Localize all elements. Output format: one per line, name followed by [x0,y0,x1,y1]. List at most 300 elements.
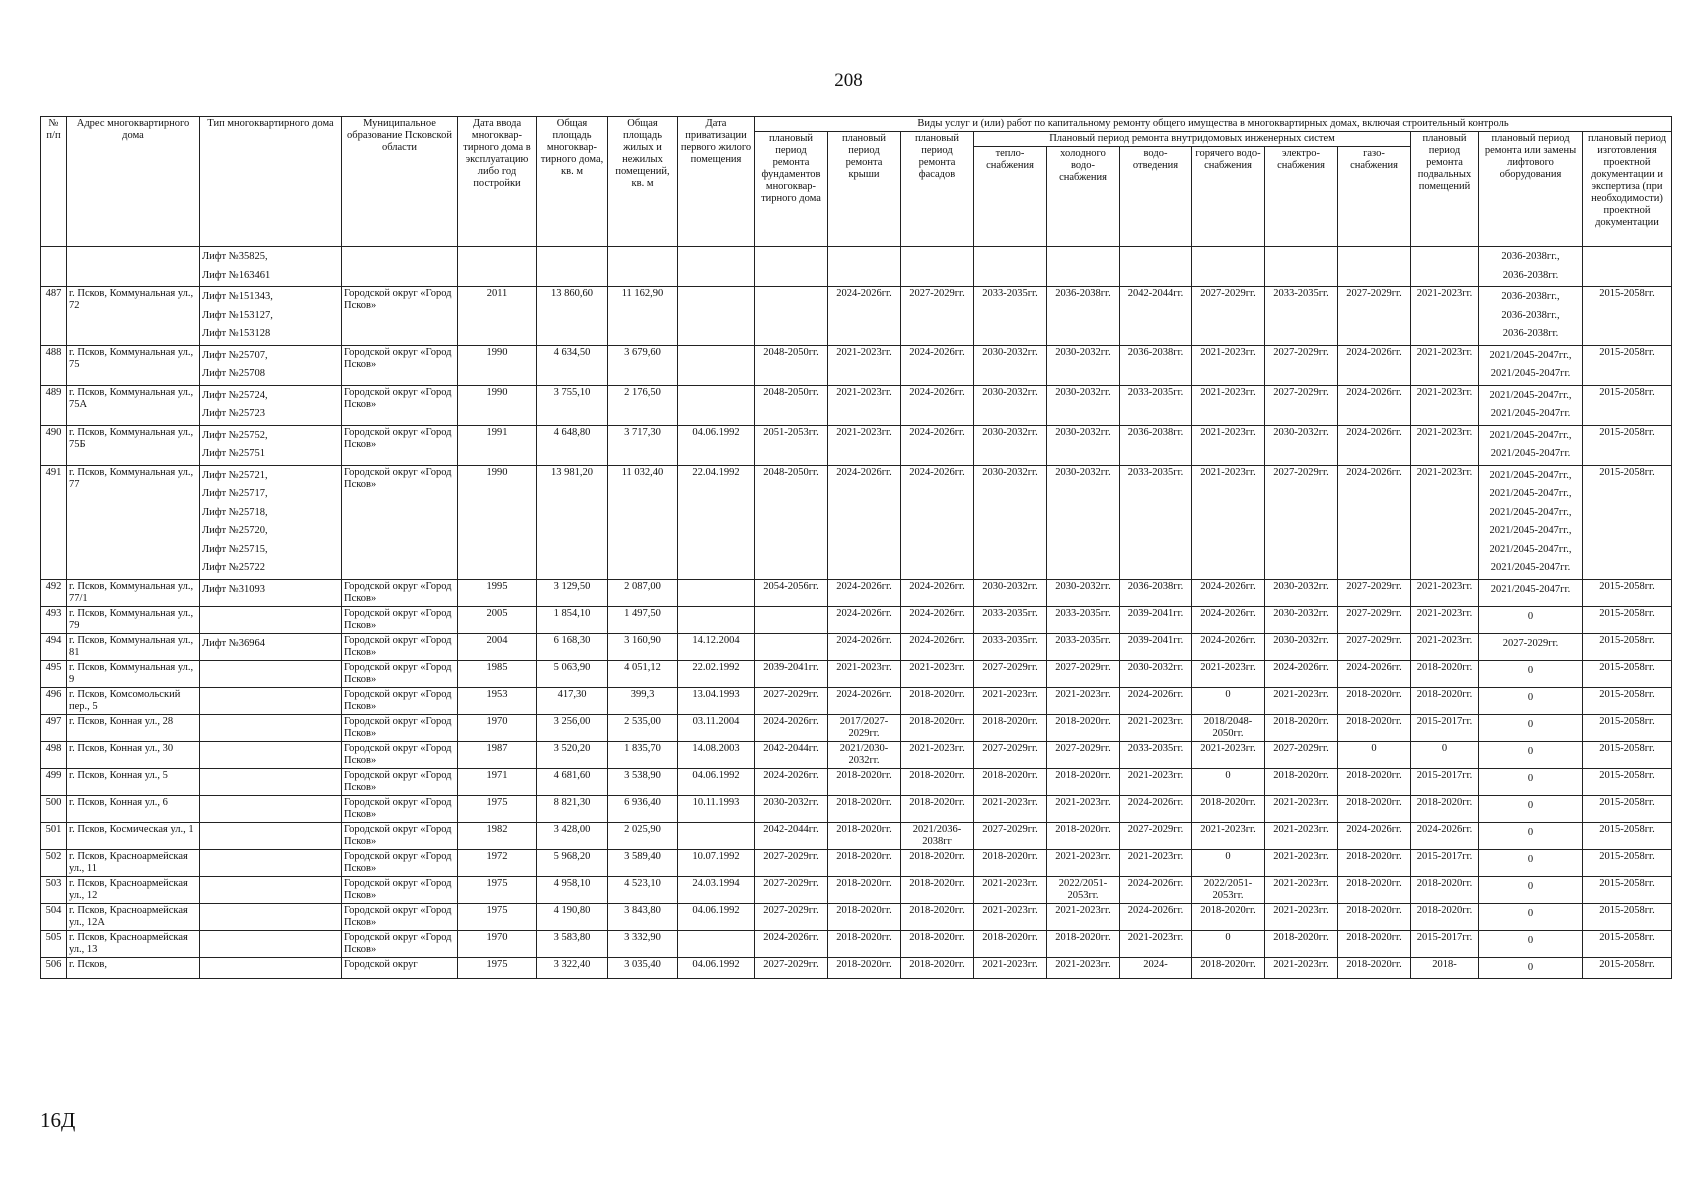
table-row [41,687,1672,714]
row-address: г. Псков, Коммунальная ул., 75Б [67,425,200,465]
row-municipality: Городской округ «Город Псков» [342,287,458,346]
row-total-area: 4 190,80 [537,903,608,930]
row-living-area: 2 025,90 [608,822,678,849]
row-roof: 2024-2026гг. [828,579,901,606]
row-basement: 2018-2020гг. [1411,687,1479,714]
row-privatization-date: 24.03.1994 [678,876,755,903]
row-basement: 2021-2023гг. [1411,385,1479,425]
row-facade: 2024-2026гг. [901,345,974,385]
header-commission-date: Дата ввода многоквар-тирного дома в эксплуатацию либо год постройки [458,117,537,247]
table-row [41,876,1672,903]
row-elevator-repair [1479,957,1583,979]
row-elevator-repair [1479,768,1583,795]
row-municipality: Городской округ «Город Псков» [342,633,458,660]
row-electric: 2021-2023гг. [1265,795,1338,822]
header-privatization-date: Дата приватизации первого жилого помещения [678,117,755,247]
row-gas: 2027-2029гг. [1338,633,1411,660]
header-docs: плановый период изготовления проектной документации и экспертиза (при необходимости) проектной документации [1583,132,1672,247]
elevator-period: 2021/2045-2047гг., [1489,506,1572,518]
row-elevators [200,930,342,957]
elevator-id: Лифт №153127, [202,309,273,321]
row-gas: 2018-2020гг. [1338,903,1411,930]
header-works-group: Виды услуг и (или) работ по капитальному ремонту общего имущества в многоквартирных домах, включая строительный контроль [755,117,1672,132]
row-drainage: 2039-2041гг. [1120,633,1192,660]
row-electric: 2021-2023гг. [1265,687,1338,714]
row-basement: 2021-2023гг. [1411,606,1479,633]
row-municipality: Городской округ «Город Псков» [342,741,458,768]
table-row [41,465,1672,579]
row-living-area: 3 843,80 [608,903,678,930]
row-cold-water: 2018-2020гг. [1047,768,1120,795]
row-heat: 2027-2029гг. [974,741,1047,768]
row-cold-water: 2021-2023гг. [1047,795,1120,822]
row-municipality: Городской округ «Город Псков» [342,579,458,606]
elevator-period: 0 [1527,880,1534,892]
row-electric [1265,247,1338,287]
elevator-id: Лифт №25715, [202,543,268,555]
elevator-id: Лифт №25720, [202,525,268,536]
row-roof: 2021-2023гг. [828,385,901,425]
row-cold-water: 2018-2020гг. [1047,822,1120,849]
row-elevator-repair [1479,903,1583,930]
row-docs: 2015-2058гг. [1583,660,1672,687]
elevator-period: 2021/2045-2047гг., [1489,349,1572,361]
row-hot-water: 2021-2023гг. [1192,741,1265,768]
header-engineering-group: Плановый период ремонта внутридомовых инженерных систем [974,132,1411,147]
row-elevator-repair [1479,660,1583,687]
row-heat: 2027-2029гг. [974,660,1047,687]
row-cold-water: 2027-2029гг. [1047,660,1120,687]
row-roof: 2021-2023гг. [828,425,901,465]
row-gas: 2024-2026гг. [1338,385,1411,425]
row-living-area: 2 535,00 [608,714,678,741]
row-total-area: 5 063,90 [537,660,608,687]
row-basement: 2021-2023гг. [1411,287,1479,346]
row-commission-date: 1953 [458,687,537,714]
row-hot-water: 2021-2023гг. [1192,385,1265,425]
row-number: 501 [41,822,67,849]
row-gas: 2024-2026гг. [1338,345,1411,385]
row-heat: 2021-2023гг. [974,795,1047,822]
row-municipality: Городской округ [342,957,458,979]
row-docs: 2015-2058гг. [1583,741,1672,768]
elevator-id: Лифт №153128 [202,328,271,339]
row-hot-water: 0 [1192,849,1265,876]
table-row [41,633,1672,660]
row-heat: 2021-2023гг. [974,903,1047,930]
row-cold-water [1047,247,1120,287]
row-facade: 2024-2026гг. [901,425,974,465]
row-heat: 2021-2023гг. [974,687,1047,714]
row-privatization-date [678,247,755,287]
row-facade: 2018-2020гг. [901,903,974,930]
row-elevators [200,633,342,660]
row-facade: 2018-2020гг. [901,930,974,957]
row-elevator-repair [1479,425,1583,465]
row-elevators [200,903,342,930]
row-foundation [755,606,828,633]
elevator-period: 2021/2045-2047гг. [1490,368,1571,379]
page-number: 208 [834,70,863,91]
row-facade: 2018-2020гг. [901,714,974,741]
row-drainage: 2021-2023гг. [1120,768,1192,795]
row-drainage [1120,247,1192,287]
table-row [41,579,1672,606]
elevator-period: 2021/2045-2047гг., [1489,543,1572,555]
row-total-area: 3 520,20 [537,741,608,768]
row-address: г. Псков, Коммунальная ул., 81 [67,633,200,660]
row-foundation: 2024-2026гг. [755,768,828,795]
row-address: г. Псков, Красноармейская ул., 13 [67,930,200,957]
row-municipality: Городской округ «Город Псков» [342,606,458,633]
row-electric: 2030-2032гг. [1265,425,1338,465]
table-row [41,822,1672,849]
row-heat [974,247,1047,287]
table-row [41,930,1672,957]
row-foundation: 2048-2050гг. [755,345,828,385]
row-commission-date: 1995 [458,579,537,606]
row-facade: 2021-2023гг. [901,741,974,768]
row-hot-water: 2018-2020гг. [1192,957,1265,979]
row-total-area: 3 755,10 [537,385,608,425]
row-docs: 2015-2058гг. [1583,714,1672,741]
row-cold-water: 2021-2023гг. [1047,903,1120,930]
elevator-id: Лифт №25751 [202,448,266,459]
row-gas: 2027-2029гг. [1338,606,1411,633]
row-drainage: 2027-2029гг. [1120,822,1192,849]
row-address: г. Псков, Красноармейская ул., 11 [67,849,200,876]
row-cold-water: 2036-2038гг. [1047,287,1120,346]
row-heat: 2030-2032гг. [974,345,1047,385]
header-basement: плановый период ремонта подвальных помещений [1411,132,1479,247]
row-address: г. Псков, Красноармейская ул., 12А [67,903,200,930]
row-foundation [755,247,828,287]
row-hot-water: 2024-2026гг. [1192,579,1265,606]
row-hot-water [1192,247,1265,287]
elevator-period: 2021/2045-2047гг., [1489,429,1572,441]
row-heat: 2030-2032гг. [974,385,1047,425]
row-number: 492 [41,579,67,606]
row-living-area: 3 589,40 [608,849,678,876]
row-total-area: 13 981,20 [537,465,608,579]
row-docs: 2015-2058гг. [1583,633,1672,660]
row-heat: 2018-2020гг. [974,714,1047,741]
row-hot-water: 2021-2023гг. [1192,822,1265,849]
row-basement: 2021-2023гг. [1411,633,1479,660]
table-row [41,768,1672,795]
row-gas: 2018-2020гг. [1338,714,1411,741]
row-hot-water: 2024-2026гг. [1192,606,1265,633]
row-municipality: Городской округ «Город Псков» [342,687,458,714]
row-living-area [608,247,678,287]
row-commission-date: 2011 [458,287,537,346]
row-cold-water: 2022/2051-2053гг. [1047,876,1120,903]
row-elevator-repair [1479,714,1583,741]
row-hot-water: 2021-2023гг. [1192,425,1265,465]
row-address: г. Псков, [67,957,200,979]
table-row [41,425,1672,465]
table-row [41,903,1672,930]
row-number: 497 [41,714,67,741]
row-basement: 0 [1411,741,1479,768]
row-roof: 2024-2026гг. [828,465,901,579]
row-docs: 2015-2058гг. [1583,287,1672,346]
row-elevators [200,687,342,714]
row-municipality: Городской округ «Город Псков» [342,714,458,741]
row-commission-date: 1972 [458,849,537,876]
row-basement: 2015-2017гг. [1411,714,1479,741]
row-total-area: 3 322,40 [537,957,608,979]
row-heat: 2018-2020гг. [974,930,1047,957]
row-roof [828,247,901,287]
row-hot-water: 2018-2020гг. [1192,795,1265,822]
row-elevators [200,579,342,606]
row-basement: 2021-2023гг. [1411,579,1479,606]
row-number: 490 [41,425,67,465]
row-number: 503 [41,876,67,903]
header-cold-water: холодного водо-снабжения [1047,147,1120,247]
row-living-area: 1 835,70 [608,741,678,768]
row-privatization-date [678,606,755,633]
row-roof: 2018-2020гг. [828,876,901,903]
table-body [41,247,1672,979]
row-gas: 2018-2020гг. [1338,930,1411,957]
row-elevators [200,714,342,741]
row-docs: 2015-2058гг. [1583,876,1672,903]
row-elevators [200,425,342,465]
row-commission-date: 1991 [458,425,537,465]
row-docs: 2015-2058гг. [1583,768,1672,795]
row-roof: 2021-2023гг. [828,660,901,687]
row-foundation [755,287,828,346]
row-total-area: 417,30 [537,687,608,714]
row-hot-water: 2018/2048-2050гг. [1192,714,1265,741]
row-roof: 2018-2020гг. [828,957,901,979]
row-gas: 2024-2026гг. [1338,465,1411,579]
capital-repair-table [40,116,1672,979]
row-docs: 2015-2058гг. [1583,687,1672,714]
row-privatization-date [678,287,755,346]
row-privatization-date: 03.11.2004 [678,714,755,741]
row-roof: 2024-2026гг. [828,633,901,660]
header-elevator: плановый период ремонта или замены лифтового оборудования [1479,132,1583,247]
row-cold-water: 2021-2023гг. [1047,849,1120,876]
row-commission-date: 1975 [458,957,537,979]
row-roof: 2018-2020гг. [828,822,901,849]
row-heat: 2018-2020гг. [974,849,1047,876]
elevator-period: 0 [1527,745,1534,757]
row-basement: 2024-2026гг. [1411,822,1479,849]
row-elevator-repair [1479,849,1583,876]
row-drainage: 2036-2038гг. [1120,425,1192,465]
row-number: 504 [41,903,67,930]
row-privatization-date: 04.06.1992 [678,425,755,465]
row-foundation: 2042-2044гг. [755,741,828,768]
row-commission-date: 2005 [458,606,537,633]
row-commission-date: 2004 [458,633,537,660]
row-foundation: 2039-2041гг. [755,660,828,687]
row-municipality: Городской округ «Город Псков» [342,903,458,930]
row-basement: 2015-2017гг. [1411,849,1479,876]
row-hot-water: 2021-2023гг. [1192,660,1265,687]
row-drainage: 2024- [1120,957,1192,979]
row-facade: 2024-2026гг. [901,633,974,660]
elevator-period: 2021/2045-2047гг., [1489,488,1572,499]
table-row [41,247,1672,287]
row-elevator-repair [1479,687,1583,714]
row-number: 489 [41,385,67,425]
row-drainage: 2033-2035гг. [1120,741,1192,768]
elevator-id: Лифт №35825, [202,251,268,262]
header-electric: электро-снабжения [1265,147,1338,247]
row-foundation: 2024-2026гг. [755,930,828,957]
row-total-area: 3 583,80 [537,930,608,957]
row-basement: 2018-2020гг. [1411,795,1479,822]
row-heat: 2021-2023гг. [974,876,1047,903]
table-row [41,660,1672,687]
row-basement: 2018-2020гг. [1411,876,1479,903]
row-foundation: 2027-2029гг. [755,687,828,714]
row-total-area: 13 860,60 [537,287,608,346]
row-electric: 2018-2020гг. [1265,714,1338,741]
row-number: 506 [41,957,67,979]
row-municipality: Городской округ «Город Псков» [342,795,458,822]
row-total-area: 6 168,30 [537,633,608,660]
row-address: г. Псков, Коммунальная ул., 77 [67,465,200,579]
row-number: 487 [41,287,67,346]
row-number: 502 [41,849,67,876]
elevator-period: 2036-2038гг. [1502,269,1559,281]
row-heat: 2030-2032гг. [974,579,1047,606]
row-address: г. Псков, Конная ул., 28 [67,714,200,741]
row-living-area: 11 032,40 [608,465,678,579]
elevator-id: Лифт №25707, [202,349,268,361]
row-municipality: Городской округ «Город Псков» [342,660,458,687]
row-docs: 2015-2058гг. [1583,345,1672,385]
row-drainage: 2024-2026гг. [1120,687,1192,714]
header-drainage: водо-отведения [1120,147,1192,247]
row-cold-water: 2018-2020гг. [1047,930,1120,957]
elevator-period: 2021/2045-2047гг. [1490,562,1571,573]
elevator-period: 0 [1527,799,1534,811]
elevator-id: Лифт №25721, [202,469,268,481]
row-foundation: 2054-2056гг. [755,579,828,606]
row-municipality: Городской округ «Город Псков» [342,930,458,957]
elevator-id: Лифт №25708 [202,368,266,379]
row-privatization-date [678,822,755,849]
row-hot-water: 2024-2026гг. [1192,633,1265,660]
row-foundation: 2027-2029гг. [755,903,828,930]
row-electric: 2021-2023гг. [1265,903,1338,930]
row-hot-water: 2027-2029гг. [1192,287,1265,346]
elevator-id: Лифт №25723 [202,408,266,419]
elevator-period: 2027-2029гг. [1502,637,1559,649]
row-municipality: Городской округ «Город Псков» [342,465,458,579]
row-roof: 2018-2020гг. [828,849,901,876]
row-living-area: 4 523,10 [608,876,678,903]
row-roof: 2018-2020гг. [828,795,901,822]
row-foundation: 2027-2029гг. [755,849,828,876]
row-gas: 2024-2026гг. [1338,822,1411,849]
row-foundation: 2027-2029гг. [755,876,828,903]
row-heat: 2030-2032гг. [974,425,1047,465]
row-elevators [200,345,342,385]
row-living-area: 3 717,30 [608,425,678,465]
row-docs: 2015-2058гг. [1583,425,1672,465]
row-cold-water: 2033-2035гг. [1047,606,1120,633]
table-row [41,957,1672,979]
row-docs: 2015-2058гг. [1583,385,1672,425]
row-municipality: Городской округ «Город Псков» [342,768,458,795]
row-gas: 2024-2026гг. [1338,660,1411,687]
row-privatization-date: 22.04.1992 [678,465,755,579]
row-address [67,247,200,287]
row-gas: 2018-2020гг. [1338,687,1411,714]
row-address: г. Псков, Красноармейская ул., 12 [67,876,200,903]
row-number: 505 [41,930,67,957]
row-address: г. Псков, Коммунальная ул., 77/1 [67,579,200,606]
row-foundation [755,633,828,660]
row-privatization-date: 04.06.1992 [678,768,755,795]
row-gas: 2018-2020гг. [1338,849,1411,876]
row-commission-date: 1985 [458,660,537,687]
elevator-period: 0 [1527,853,1534,865]
elevator-period: 2021/2045-2047гг., [1489,389,1572,401]
elevator-period: 0 [1527,907,1534,919]
row-basement [1411,247,1479,287]
row-electric: 2024-2026гг. [1265,660,1338,687]
row-drainage: 2033-2035гг. [1120,385,1192,425]
elevator-period: 2036-2038гг., [1501,309,1560,321]
row-heat: 2033-2035гг. [974,606,1047,633]
row-living-area: 3 679,60 [608,345,678,385]
row-cold-water: 2018-2020гг. [1047,714,1120,741]
row-facade: 2018-2020гг. [901,876,974,903]
row-basement: 2018-2020гг. [1411,903,1479,930]
row-drainage: 2033-2035гг. [1120,465,1192,579]
elevator-period: 0 [1527,610,1534,622]
row-roof: 2024-2026гг. [828,287,901,346]
row-facade: 2018-2020гг. [901,768,974,795]
row-facade: 2021/2036-2038гг [901,822,974,849]
row-hot-water: 0 [1192,687,1265,714]
header-gas: газо-снабжения [1338,147,1411,247]
row-electric: 2021-2023гг. [1265,822,1338,849]
row-elevator-repair [1479,579,1583,606]
row-elevator-repair [1479,741,1583,768]
row-number: 496 [41,687,67,714]
elevator-id: Лифт №25718, [202,506,268,518]
row-facade: 2027-2029гг. [901,287,974,346]
table-row [41,714,1672,741]
row-drainage: 2024-2026гг. [1120,903,1192,930]
row-electric: 2021-2023гг. [1265,876,1338,903]
row-living-area: 3 538,90 [608,768,678,795]
row-elevator-repair [1479,822,1583,849]
row-address: г. Псков, Коммунальная ул., 75 [67,345,200,385]
row-address: г. Псков, Конная ул., 30 [67,741,200,768]
row-roof: 2017/2027-2029гг. [828,714,901,741]
row-drainage: 2042-2044гг. [1120,287,1192,346]
row-total-area: 4 648,80 [537,425,608,465]
row-municipality: Городской округ «Город Псков» [342,849,458,876]
row-cold-water: 2030-2032гг. [1047,579,1120,606]
row-hot-water: 2021-2023гг. [1192,465,1265,579]
elevator-period: 2021/2045-2047гг. [1490,448,1571,459]
row-drainage: 2036-2038гг. [1120,345,1192,385]
row-total-area: 3 428,00 [537,822,608,849]
row-basement: 2018- [1411,957,1479,979]
